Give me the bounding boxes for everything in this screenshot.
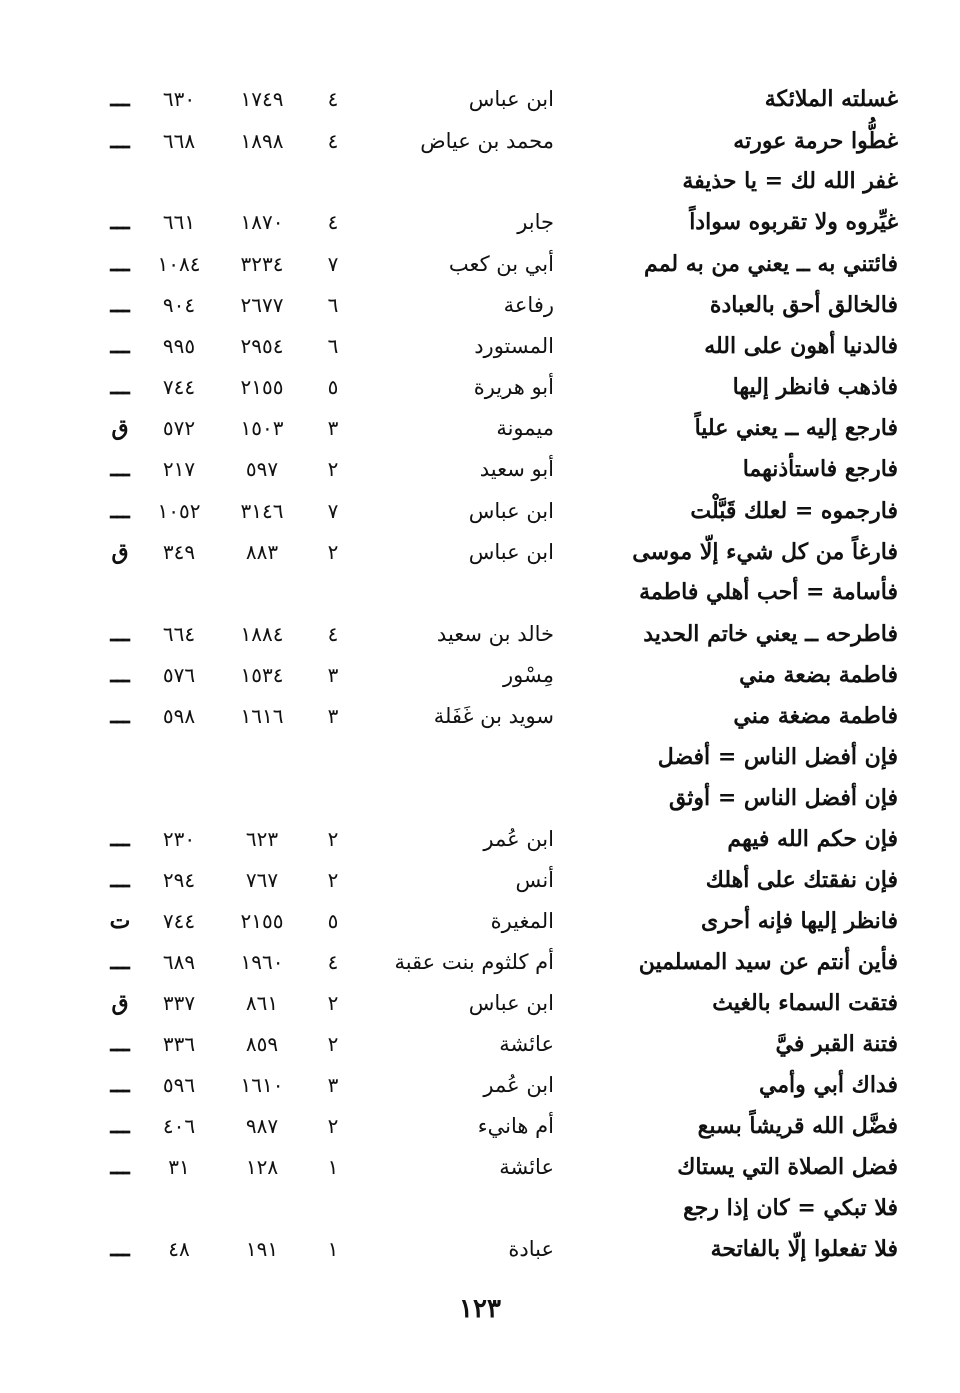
hadith-number: ٣١٤٦ <box>240 499 284 523</box>
narrator-name: ابن عباس <box>468 499 554 523</box>
hadith-text: فارغاً من كل شيء إلّا موسى <box>632 539 898 565</box>
page-ref-number: ٢٩٤ <box>162 868 196 892</box>
source-mark: ـــ <box>110 498 130 524</box>
table-row <box>0 367 960 407</box>
source-mark: ق <box>111 539 129 565</box>
page-ref-number: ٦٣٠ <box>162 87 196 111</box>
hadith-text: فاطرحه ــ يعني خاتم الحديد <box>643 621 898 647</box>
hadith-number: ٨٦١ <box>245 991 279 1015</box>
volume-number <box>318 737 348 777</box>
hadith-number: ١٩٦٠ <box>240 950 284 974</box>
page-ref-number: ٥٩٦ <box>162 1073 196 1097</box>
source-mark: ـــ <box>110 1154 130 1180</box>
hadith-text: فلا تبكي = كان إذا رجع <box>683 1195 898 1221</box>
hadith-text: فارجع فاستأذنهما <box>742 456 898 482</box>
narrator-name: سويد بن غَفَلة <box>433 704 554 728</box>
narrator-name: ابن عباس <box>468 991 554 1015</box>
narrator-name: أم كلثوم بنت عقبة <box>394 950 554 974</box>
page-ref-number: ١٠٥٢ <box>157 499 201 523</box>
page-ref-number: ٦٦٤ <box>162 622 196 646</box>
hadith-text: غسلته الملائكة <box>764 86 898 112</box>
volume-number: ٣ <box>327 1073 339 1097</box>
source-mark: ـــ <box>110 949 130 975</box>
hadith-number: ١٧٤٩ <box>240 87 284 111</box>
hadith-number: ٣٢٣٤ <box>240 252 284 276</box>
page-ref-number: ٢١٧ <box>162 457 196 481</box>
hadith-number <box>222 778 302 818</box>
narrator-name: أبو هريرة <box>473 375 554 399</box>
volume-number <box>318 161 348 201</box>
source-mark: ـــ <box>110 292 130 318</box>
hadith-number: ١٨٨٤ <box>240 622 284 646</box>
hadith-number: ٨٥٩ <box>245 1032 279 1056</box>
hadith-text: غطُّوا حرمة عورته <box>733 128 898 154</box>
hadith-text: فالدنيا أهون على الله <box>704 333 898 359</box>
table-row <box>0 244 960 284</box>
source-mark: ـــ <box>110 251 130 277</box>
source-mark: ـــ <box>110 621 130 647</box>
hadith-number: ١٨٧٠ <box>240 210 284 234</box>
page-ref-number <box>140 161 218 201</box>
narrator-name: أم هانيء <box>477 1114 554 1138</box>
source-mark: ق <box>111 990 129 1016</box>
volume-number: ٣ <box>327 416 339 440</box>
source-mark: ـــ <box>110 662 130 688</box>
table-row <box>0 79 960 119</box>
hadith-text: فلا تفعلوا إلّا بالفاتحة <box>710 1236 898 1262</box>
table-row <box>0 1065 960 1105</box>
source-mark: ـــ <box>110 703 130 729</box>
hadith-text: فداك أبي وأمي <box>758 1072 898 1098</box>
hadith-text: فالخالق أحق بالعبادة <box>709 292 898 318</box>
source-mark: ـــ <box>110 456 130 482</box>
hadith-number: ١٨٩٨ <box>240 129 284 153</box>
hadith-number: ٢١٥٥ <box>240 909 284 933</box>
source-mark: ـــ <box>110 1113 130 1139</box>
page-ref-number: ٧٤٤ <box>162 909 196 933</box>
hadith-text: فارجع إليه ــ يعني علياً <box>694 415 898 441</box>
volume-number: ٣ <box>327 663 339 687</box>
hadith-number: ١٦١٠ <box>240 1073 284 1097</box>
volume-number: ٢ <box>327 1114 339 1138</box>
narrator-name: ابن عباس <box>468 540 554 564</box>
volume-number: ٤ <box>327 210 339 234</box>
source-mark: ـــ <box>110 826 130 852</box>
hadith-number: ٥٩٧ <box>245 457 279 481</box>
volume-number: ٥ <box>327 375 339 399</box>
page-ref-number: ٤٠٦ <box>162 1114 196 1138</box>
narrator-name: المستورد <box>474 334 554 358</box>
source-mark: ـــ <box>110 1236 130 1262</box>
source-mark <box>100 778 140 818</box>
table-row <box>0 161 960 201</box>
page-ref-number: ٢٣٠ <box>162 827 196 851</box>
narrator-name: ابن عُمر <box>483 827 554 851</box>
narrator-name: مِسْور <box>503 663 554 687</box>
hadith-text: فاطمة مضغة مني <box>733 703 898 729</box>
table-row <box>0 655 960 695</box>
hadith-text: فضَّل الله قريشاً بسبع <box>697 1113 898 1139</box>
narrator-name: عائشة <box>499 1032 554 1056</box>
hadith-number <box>222 737 302 777</box>
volume-number: ٥ <box>327 909 339 933</box>
table-row <box>0 572 960 612</box>
hadith-text: فاذهب فانظر إليها <box>732 374 898 400</box>
page-ref-number: ٣٣٧ <box>162 991 196 1015</box>
page-ref-number: ٦٨٩ <box>162 950 196 974</box>
table-row <box>0 1024 960 1064</box>
table-row <box>0 942 960 982</box>
narrator-name: أبي بن كعب <box>448 252 554 276</box>
table-row <box>0 1229 960 1269</box>
source-mark: ت <box>109 908 131 934</box>
source-mark: ـــ <box>110 209 130 235</box>
hadith-number: ١٥٣٤ <box>240 663 284 687</box>
narrator-name: أنس <box>515 868 554 892</box>
hadith-text: غفر الله لك = يا حذيفة <box>682 168 898 194</box>
hadith-text: فانظر إليها فإنه أحرى <box>700 908 898 934</box>
hadith-number: ٧٦٧ <box>245 868 279 892</box>
table-row <box>0 737 960 777</box>
table-row <box>0 860 960 900</box>
hadith-number: ١٩١ <box>245 1237 279 1261</box>
hadith-text: فائتني به ــ يعني من به لمم <box>644 251 898 277</box>
volume-number: ٧ <box>327 252 339 276</box>
volume-number: ١ <box>327 1155 339 1179</box>
page-ref-number: ٣٣٦ <box>162 1032 196 1056</box>
hadith-number: ٢١٥٥ <box>240 375 284 399</box>
hadith-number: ٨٨٣ <box>245 540 279 564</box>
page-ref-number: ٦٦٨ <box>162 129 196 153</box>
hadith-text: فاطمة بضعة مني <box>739 662 898 688</box>
narrator-name: خالد بن سعيد <box>436 622 554 646</box>
hadith-number: ١٢٨ <box>245 1155 279 1179</box>
table-row <box>0 778 960 818</box>
page-ref-number <box>140 1188 218 1228</box>
hadith-text: فتقت السماء بالغيث <box>712 990 898 1016</box>
table-row <box>0 326 960 366</box>
hadith-number: ١٦١٦ <box>240 704 284 728</box>
narrator-name: ميمونة <box>496 416 554 440</box>
hadith-text: فإن نفقتك على أهلك <box>705 867 898 893</box>
volume-number <box>318 1188 348 1228</box>
page-ref-number <box>140 778 218 818</box>
table-row <box>0 1106 960 1146</box>
volume-number: ٢ <box>327 827 339 851</box>
hadith-text: فارجموه = لعلك قَبَّلْت <box>690 498 898 524</box>
page-number: ١٢٣ <box>459 1294 501 1324</box>
page-ref-number: ٣٤٩ <box>162 540 196 564</box>
volume-number: ٧ <box>327 499 339 523</box>
hadith-text: فإن أفضل الناس = أوثق <box>668 785 898 811</box>
table-row <box>0 901 960 941</box>
page-ref-number: ٩٩٥ <box>162 334 196 358</box>
hadith-text: فأسامة = أحب أهلي فاطمة <box>639 579 898 605</box>
volume-number: ١ <box>327 1237 339 1261</box>
table-row <box>0 1147 960 1187</box>
source-mark: ـــ <box>110 128 130 154</box>
table-row <box>0 449 960 489</box>
hadith-number: ٢٩٥٤ <box>240 334 284 358</box>
volume-number: ٦ <box>327 334 339 358</box>
volume-number: ٢ <box>327 540 339 564</box>
page-ref-number: ١٠٨٤ <box>157 252 201 276</box>
page-ref-number: ٤٨ <box>168 1237 190 1261</box>
page-ref-number <box>140 572 218 612</box>
hadith-number <box>222 572 302 612</box>
source-mark: ـــ <box>110 86 130 112</box>
hadith-text: غيِّروه ولا تقربوه سواداً <box>689 209 898 235</box>
narrator-name: عبادة <box>508 1237 554 1261</box>
volume-number: ٦ <box>327 293 339 317</box>
volume-number: ٢ <box>327 1032 339 1056</box>
page-ref-number: ٥٩٨ <box>162 704 196 728</box>
narrator-name: عائشة <box>499 1155 554 1179</box>
page-ref-number: ٥٧٦ <box>162 663 196 687</box>
hadith-text: فتنة القبر فيَّ <box>775 1031 898 1057</box>
source-mark <box>100 161 140 201</box>
source-mark: ـــ <box>110 867 130 893</box>
source-mark: ـــ <box>110 1031 130 1057</box>
volume-number: ٤ <box>327 87 339 111</box>
source-mark: ق <box>111 415 129 441</box>
source-mark <box>100 572 140 612</box>
volume-number: ٣ <box>327 704 339 728</box>
hadith-text: فضل الصلاة التي يستاك <box>677 1154 898 1180</box>
source-mark: ـــ <box>110 1072 130 1098</box>
table-row <box>0 121 960 161</box>
volume-number: ٤ <box>327 950 339 974</box>
table-row <box>0 408 960 448</box>
volume-number: ٤ <box>327 129 339 153</box>
hadith-number: ٦٢٣ <box>245 827 279 851</box>
source-mark <box>100 737 140 777</box>
hadith-number: ٩٨٧ <box>245 1114 279 1138</box>
table-row <box>0 614 960 654</box>
table-row <box>0 491 960 531</box>
table-row <box>0 1188 960 1228</box>
volume-number <box>318 778 348 818</box>
hadith-number: ١٥٠٣ <box>240 416 284 440</box>
page-ref-number <box>140 737 218 777</box>
source-mark <box>100 1188 140 1228</box>
volume-number: ٤ <box>327 622 339 646</box>
volume-number: ٢ <box>327 868 339 892</box>
narrator-name: المغيرة <box>490 909 554 933</box>
narrator-name: ابن عُمر <box>483 1073 554 1097</box>
table-row <box>0 202 960 242</box>
table-row <box>0 285 960 325</box>
page-ref-number: ٣١ <box>168 1155 190 1179</box>
hadith-number <box>222 161 302 201</box>
hadith-text: فإن أفضل الناس = أفضل <box>657 744 898 770</box>
hadith-number <box>222 1188 302 1228</box>
narrator-name: ابن عباس <box>468 87 554 111</box>
volume-number <box>318 572 348 612</box>
narrator-name: جابر <box>517 210 554 234</box>
source-mark: ـــ <box>110 374 130 400</box>
page-ref-number: ٧٤٤ <box>162 375 196 399</box>
volume-number: ٢ <box>327 991 339 1015</box>
hadith-text: فأين أنتم عن سيد المسلمين <box>638 949 898 975</box>
narrator-name: أبو سعيد <box>479 457 554 481</box>
table-row <box>0 696 960 736</box>
page-ref-number: ٩٠٤ <box>162 293 196 317</box>
table-row <box>0 819 960 859</box>
narrator-name: محمد بن عياض <box>420 129 554 153</box>
hadith-number: ٢٦٧٧ <box>240 293 284 317</box>
table-row <box>0 532 960 572</box>
narrator-name: رفاعة <box>503 293 554 317</box>
page-ref-number: ٥٧٢ <box>162 416 196 440</box>
table-row <box>0 983 960 1023</box>
volume-number: ٢ <box>327 457 339 481</box>
hadith-text: فإن حكم الله فيهم <box>727 826 898 852</box>
page-ref-number: ٦٦١ <box>162 210 196 234</box>
source-mark: ـــ <box>110 333 130 359</box>
